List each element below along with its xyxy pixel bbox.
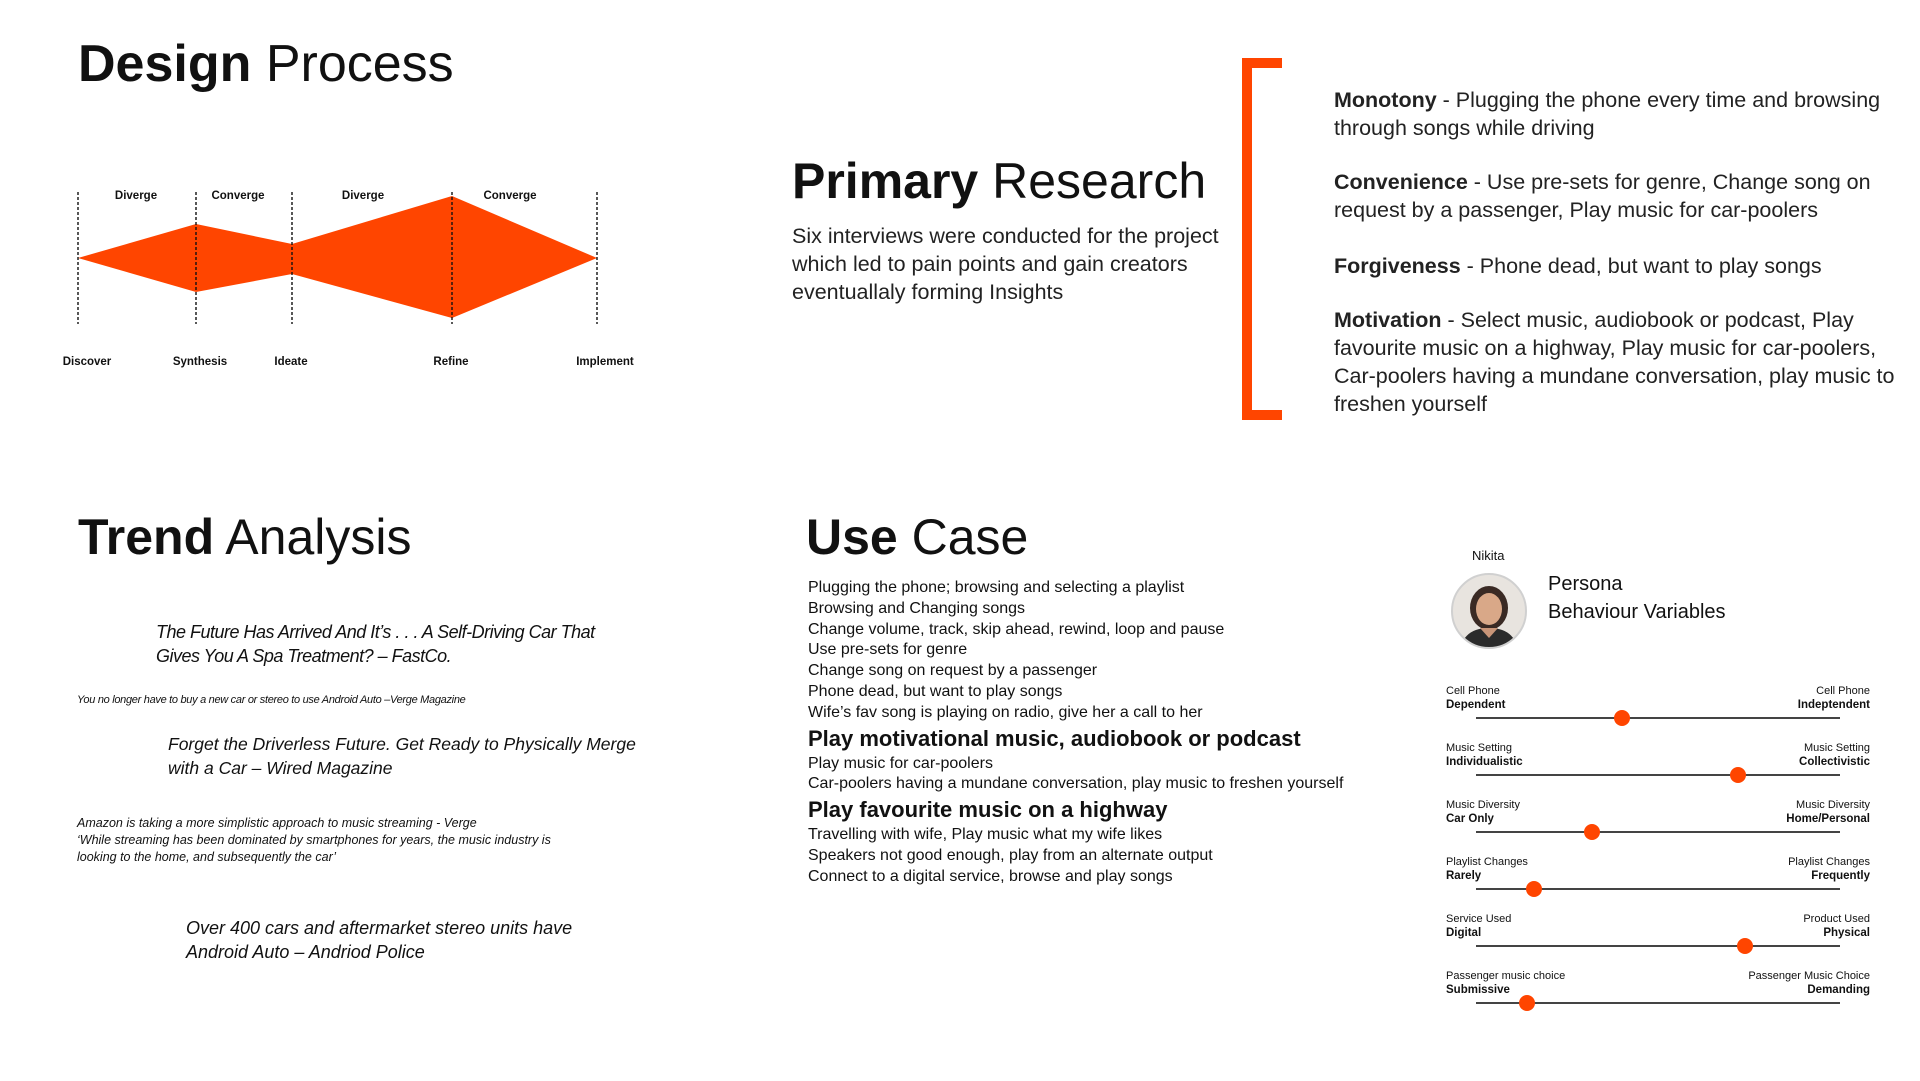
phase-label-converge-2: Converge (483, 190, 537, 202)
variable-track (1476, 945, 1840, 947)
insight-term: Forgiveness (1334, 254, 1461, 278)
use-case-item-highlight: Play favourite music on a highway (808, 797, 1168, 823)
behaviour-variable-music-diversity (1446, 798, 1870, 848)
double-diamond-diagram (60, 180, 620, 340)
diamond-synthesis-ideate (196, 224, 292, 292)
stage-label-implement: Implement (576, 356, 634, 368)
persona-heading (1548, 570, 1726, 626)
use-case-item: Speakers not good enough, play from an alternate output (808, 846, 1213, 864)
primary-research-title-light: Research (992, 153, 1207, 209)
diamond-refine-implement (452, 196, 597, 318)
variable-right-category: Music Diversity (1796, 799, 1870, 811)
use-case-item: Use pre-sets for genre (808, 641, 968, 659)
use-case-title-bold: Use (806, 509, 898, 565)
primary-research-description: Six interviews were conducted for the project which led to pain points and gain creators eventuallaly forming Insights (792, 224, 1219, 304)
variable-right-label (1799, 741, 1870, 769)
variable-left-label (1446, 798, 1520, 826)
variable-left-label (1446, 741, 1523, 769)
insight-monotony (1334, 86, 1920, 142)
variable-right-value: Home/Personal (1786, 813, 1870, 825)
variable-left-label (1446, 855, 1528, 883)
variable-left-value: Dependent (1446, 699, 1506, 711)
trend-quote-fastco: The Future Has Arrived And It’s . . . A Self-Driving Car That Gives You A Spa Treatment? – FastCo. (156, 622, 595, 666)
variable-left-label (1446, 969, 1565, 997)
variable-right-category: Playlist Changes (1788, 856, 1870, 868)
variable-left-value: Submissive (1446, 984, 1510, 996)
variable-right-category: Cell Phone (1816, 685, 1870, 697)
use-case-item: Change song on request by a passenger (808, 662, 1098, 680)
phase-label-diverge-1: Diverge (114, 190, 158, 202)
use-case-title-light: Case (911, 509, 1029, 565)
stage-label-refine: Refine (433, 356, 469, 368)
variable-left-category: Music Diversity (1446, 799, 1520, 811)
insight-text: - Phone dead, but want to play songs (1460, 254, 1822, 278)
insight-text: - Plugging the phone every time and browsing through songs while driving (1334, 88, 1881, 140)
trend-analysis-title-bold: Trend (78, 509, 215, 565)
variable-track (1476, 831, 1840, 833)
variable-left-category: Passenger music choice (1446, 970, 1566, 982)
behaviour-variable-playlist-changes (1446, 855, 1870, 905)
variable-right-label (1748, 969, 1870, 997)
diamond-ideate-refine (292, 196, 452, 318)
primary-research-title-bold: Primary (792, 153, 979, 209)
insight-text: - Use pre-sets for genre, Change song on request by a passenger, Play music for car-poolers (1334, 170, 1871, 222)
use-case-item: Travelling with wife, Play music what my wife likes (808, 826, 1163, 844)
insight-term: Convenience (1334, 170, 1468, 194)
variable-left-label (1446, 684, 1505, 712)
use-case-title (806, 509, 1029, 565)
design-process-title-bold: Design (78, 35, 252, 93)
persona-name: Nikita (1472, 548, 1505, 563)
trend-analysis-title (78, 509, 412, 565)
insight-motivation (1334, 306, 1920, 418)
stage-label-discover: Discover (62, 356, 112, 368)
variable-right-category: Passenger Music Choice (1748, 970, 1870, 982)
insight-text: - Select music, audiobook or podcast, Play favourite music on a highway, Play music for car-poolers, Car-poolers having a mundane conversation, play music to freshen yourself (1334, 308, 1895, 416)
design-process-title (78, 35, 454, 93)
stage-label-ideate: Ideate (274, 356, 308, 368)
use-case-list (808, 578, 1368, 888)
variable-left-value: Digital (1446, 927, 1482, 939)
use-case-item: Browsing and Changing songs (808, 599, 1026, 617)
trend-quote-android-police: Over 400 cars and aftermarket stereo units have Android Auto – Andriod Police (186, 918, 573, 962)
variable-knob (1526, 881, 1542, 897)
insight-term: Motivation (1334, 308, 1442, 332)
use-case-item: Car-poolers having a mundane conversation, play music to freshen yourself (808, 775, 1344, 793)
variable-right-value: Demanding (1807, 984, 1870, 996)
use-case-item: Phone dead, but want to play songs (808, 682, 1063, 700)
trend-quote-verge-android-auto: You no longer have to buy a new car or stereo to use Android Auto –Verge Magazine (77, 694, 466, 706)
variable-right-label (1788, 855, 1870, 883)
insight-term: Monotony (1334, 88, 1437, 112)
trend-quote-amazon-body: ‘While streaming has been dominated by smartphones for years, the music industry is looking to the home, and subsequently the car’ (77, 833, 551, 864)
use-case-item-highlight: Play motivational music, audiobook or podcast (808, 725, 1301, 751)
stage-label-synthesis: Synthesis (172, 356, 228, 368)
trend-analysis-title-light: Analysis (225, 509, 412, 565)
variable-left-category: Playlist Changes (1446, 856, 1528, 868)
persona-avatar (1450, 572, 1528, 650)
insight-forgiveness (1334, 252, 1920, 280)
behaviour-variable-passenger-music-choice (1446, 969, 1870, 1019)
variable-left-value: Car Only (1446, 813, 1494, 825)
variable-knob (1519, 995, 1535, 1011)
primary-research-title (792, 153, 1207, 209)
persona-heading-line1: Persona (1548, 573, 1623, 595)
variable-right-value: Indeptendent (1797, 699, 1870, 711)
variable-knob (1614, 710, 1630, 726)
variable-right-value: Frequently (1811, 870, 1870, 882)
variable-left-category: Service Used (1446, 913, 1512, 925)
variable-knob (1730, 767, 1746, 783)
insight-convenience (1334, 168, 1920, 224)
trend-quote-wired: Forget the Driverless Future. Get Ready to Physically Merge with a Car – Wired Magazine (168, 734, 636, 778)
variable-left-value: Rarely (1446, 870, 1482, 882)
variable-knob (1584, 824, 1600, 840)
variable-left-category: Cell Phone (1446, 685, 1500, 697)
variable-track (1476, 774, 1840, 776)
variable-right-label (1798, 684, 1870, 712)
variable-right-value: Collectivistic (1799, 756, 1870, 768)
phase-label-diverge-2: Diverge (341, 190, 385, 202)
behaviour-variable-music-setting (1446, 741, 1870, 791)
variable-right-label (1786, 798, 1870, 826)
persona-heading-line2: Behaviour Variables (1548, 601, 1726, 623)
variable-right-value: Physical (1823, 927, 1870, 939)
variable-left-category: Music Setting (1446, 742, 1513, 754)
trend-quote-amazon-heading: Amazon is taking a more simplistic approach to music streaming - Verge (77, 816, 477, 830)
use-case-item: Wife’s fav song is playing on radio, give her a call to her (808, 703, 1203, 721)
behaviour-variable-cell-phone (1446, 684, 1870, 734)
design-process-title-light: Process (265, 35, 454, 93)
insights-bracket (1242, 58, 1282, 420)
use-case-item: Change volume, track, skip ahead, rewind, loop and pause (808, 620, 1225, 638)
diamond-discover-synthesis (78, 224, 196, 292)
variable-knob (1737, 938, 1753, 954)
use-case-item: Plugging the phone; browsing and selecting a playlist (808, 579, 1185, 596)
phase-label-converge-1: Converge (211, 190, 265, 202)
variable-right-category: Music Setting (1803, 742, 1870, 754)
variable-right-category: Product Used (1803, 913, 1870, 925)
variable-track (1476, 717, 1840, 719)
variable-right-label (1803, 912, 1870, 940)
use-case-item: Play music for car-poolers (808, 754, 993, 772)
use-case-item: Connect to a digital service, browse and play songs (808, 867, 1173, 885)
behaviour-variable-service-used (1446, 912, 1870, 962)
variable-left-label (1446, 912, 1511, 940)
variable-left-value: Individualistic (1446, 756, 1523, 768)
